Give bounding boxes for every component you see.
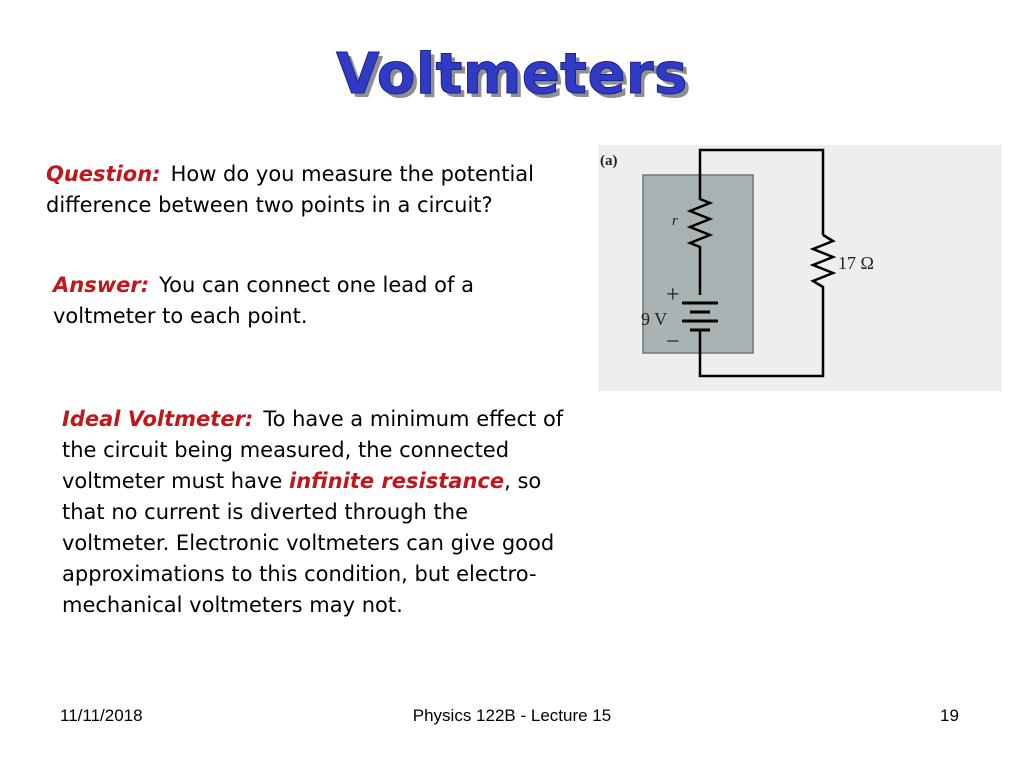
circuit-diagram	[598, 145, 1002, 391]
internal-resistor-label: r	[672, 213, 678, 229]
footer-page-number: 19	[940, 706, 959, 725]
footer-date: 11/11/2018	[60, 706, 143, 725]
question-label: Question:	[46, 162, 161, 186]
ideal-text-2: , so that no current is diverted through the voltmeter. Electronic voltmeters can give good approximations to this condition, but electro-mechanical voltmeters may not.	[62, 469, 555, 617]
battery-voltage-label: 9 V	[641, 309, 668, 329]
question-text: How do you measure the potential difference between two points in a circuit?	[46, 162, 534, 217]
battery-plus-sign: +	[666, 282, 680, 308]
question-paragraph	[46, 159, 546, 221]
ideal-voltmeter-paragraph	[62, 404, 572, 621]
external-resistor-label: 17 Ω	[838, 253, 874, 273]
answer-text: You can connect one lead of a voltmeter to each point.	[53, 273, 474, 328]
ideal-text-1: To have a minimum effect of the circuit being measured, the connected voltmeter must have	[62, 407, 564, 493]
ideal-voltmeter-label: Ideal Voltmeter:	[62, 407, 254, 431]
infinite-resistance-emphasis: infinite resistance	[289, 469, 505, 493]
battery-minus-sign: −	[666, 329, 680, 355]
panel-label: (a)	[600, 153, 618, 169]
answer-label: Answer:	[53, 273, 150, 297]
footer-course: Physics 122B - Lecture 15	[412, 706, 612, 725]
slide-title: Voltmeters	[336, 42, 688, 107]
answer-paragraph	[53, 270, 553, 332]
